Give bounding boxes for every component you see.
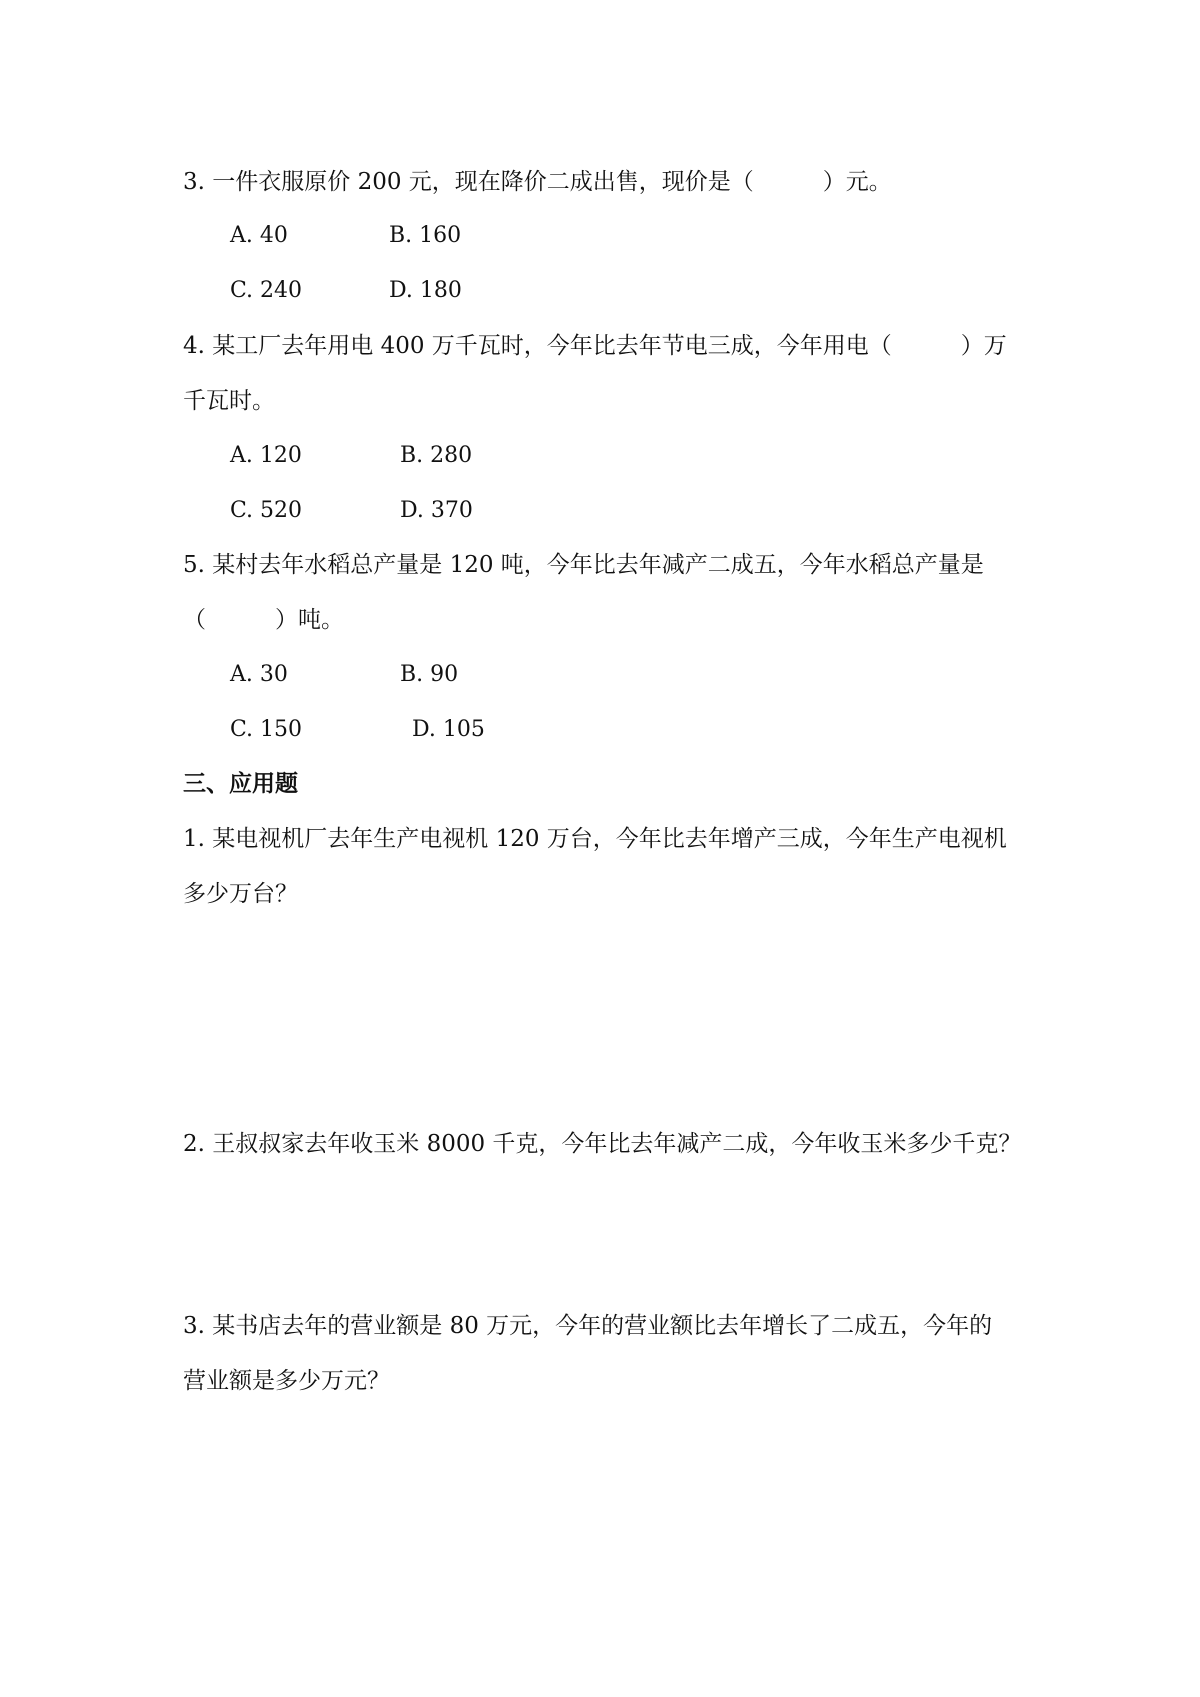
question-4-text-line-2: 千瓦时。 — [183, 388, 275, 414]
question-5-text-line-1: 5. 某村去年水稻总产量是 120 吨，今年比去年减产二成五，今年水稻总产量是 — [183, 552, 984, 578]
question-4-text-line-1: 4. 某工厂去年用电 400 万千瓦时，今年比去年节电三成，今年用电（ ）万 — [183, 333, 1007, 359]
application-question-2-line-1: 2. 王叔叔家去年收玉米 8000 千克，今年比去年减产二成，今年收玉米多少千克？ — [183, 1131, 1022, 1157]
question-4-option-a: A. 120 — [230, 443, 302, 468]
question-3-text: 3. 一件衣服原价 200 元，现在降价二成出售，现价是（ ）元。 — [183, 169, 892, 195]
section-heading: 三、应用题 — [183, 771, 298, 797]
question-5-option-a: A. 30 — [230, 662, 288, 687]
question-5-option-d: D. 105 — [412, 717, 485, 742]
question-5-option-b: B. 90 — [400, 662, 459, 687]
application-question-1-line-2: 多少万台？ — [183, 881, 298, 907]
question-3-option-b: B. 160 — [389, 223, 462, 248]
question-5-option-c: C. 150 — [230, 717, 303, 742]
question-3-option-a: A. 40 — [230, 223, 288, 248]
question-5-text-line-2: （ ）吨。 — [183, 607, 344, 633]
question-4-option-d: D. 370 — [400, 498, 473, 523]
application-question-3-line-1: 3. 某书店去年的营业额是 80 万元，今年的营业额比去年增长了二成五，今年的 — [183, 1313, 993, 1339]
question-3-option-c: C. 240 — [230, 278, 303, 303]
question-4-option-c: C. 520 — [230, 498, 303, 523]
application-question-1-line-1: 1. 某电视机厂去年生产电视机 120 万台，今年比去年增产三成，今年生产电视机 — [183, 826, 1007, 852]
question-3-option-d: D. 180 — [389, 278, 462, 303]
application-question-3-line-2: 营业额是多少万元？ — [183, 1368, 390, 1394]
question-4-option-b: B. 280 — [400, 443, 473, 468]
